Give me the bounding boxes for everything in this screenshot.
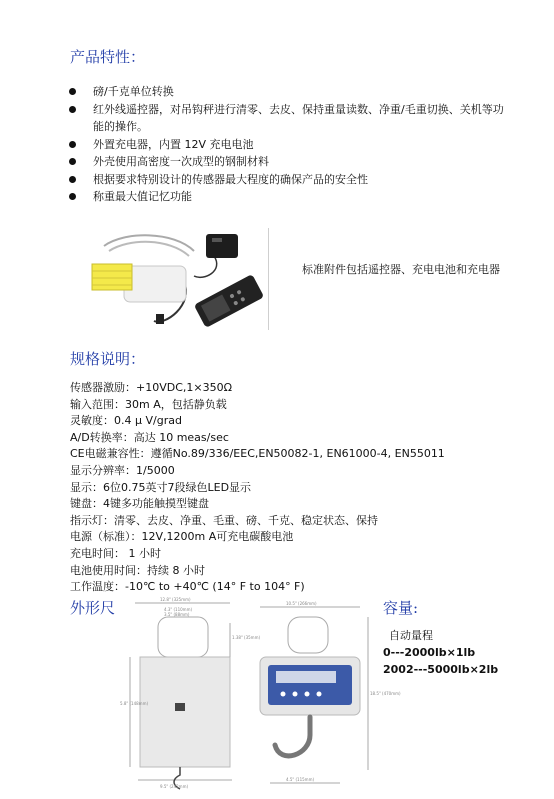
spec-row: 充电时间： 1 小时 <box>70 546 161 560</box>
accessories-note: 标准附件包括遥控器、充电电池和充电器 <box>302 263 500 276</box>
list-item: 自动量程 <box>389 629 433 642</box>
dim-label: 18.5" (470mm) <box>370 691 401 696</box>
capacity-heading: 容量: <box>383 599 419 617</box>
list-item: 称重最大值记忆功能 <box>67 188 507 206</box>
bullet-icon <box>69 158 76 165</box>
dim-label: 12.8" (325mm) <box>160 597 191 602</box>
dim-label: 4.3" (110mm) <box>164 607 193 612</box>
spec-row: 显示分辨率：1/5000 <box>70 463 175 477</box>
specs-heading: 规格说明： <box>70 350 146 368</box>
spec-row: 传感器激励：+10VDC,1×350Ω <box>70 381 233 394</box>
features-list <box>67 83 507 206</box>
features-heading: 产品特性： <box>70 48 146 66</box>
spec-row: 输入范围：30m A，包括静负载 <box>70 397 227 411</box>
spec-row: 指示灯：清零、去皮、净重、毛重、磅、千克、稳定状态、保持 <box>70 513 378 527</box>
accessories-illustration <box>84 226 274 334</box>
dim-label: 9.5" (242mm) <box>160 784 189 789</box>
spec-row: CE电磁兼容性：遵循No.89/336/EEC,EN50082-1, EN61000-4, EN55011 <box>70 447 445 461</box>
bullet-icon <box>69 193 76 200</box>
specs-list <box>70 380 540 596</box>
dim-label: 10.5" (266mm) <box>286 601 317 606</box>
bullet-icon <box>69 88 76 95</box>
list-item: 0---2000lb×1lb <box>383 646 476 659</box>
dimensions-heading: 外形尺 <box>70 599 116 617</box>
spec-row: 电池使用时间：持续 8 小时 <box>70 563 205 577</box>
spec-row: 键盘：4键多功能触摸型键盘 <box>70 497 209 511</box>
accessories-photo <box>84 226 274 334</box>
scale-drawing <box>120 595 460 790</box>
dim-label: 3.5" (88mm) <box>164 612 190 617</box>
spec-row: 电源（标准）：12V,1200m A可充电碳酸电池 <box>70 530 294 544</box>
list-item: 外壳使用高密度一次成型的钢制材料 <box>67 153 507 171</box>
list-item: 红外线遥控器，对吊钩秤进行清零、去皮、保持重量读数、净重/毛重切换、关机等功能的操作。 <box>67 101 507 136</box>
list-item: 根据要求特别设计的传感器最大程度的确保产品的安全性 <box>67 171 507 189</box>
spec-row: 灵敏度：0.4 μ V/grad <box>70 414 182 428</box>
dimension-drawing <box>120 595 460 790</box>
list-item: 外置充电器，内置 12V 充电电池 <box>67 136 507 154</box>
divider <box>268 228 269 330</box>
dim-label: 4.5" (115mm) <box>286 777 315 782</box>
spec-row: 工作温度：-10℃ to +40℃ (14° F to 104° F) <box>70 580 305 594</box>
spec-row: A/D转换率：高达 10 meas/sec <box>70 430 229 444</box>
list-item: 磅/千克单位转换 <box>67 83 507 101</box>
spec-row: 显示：6位0.75英寸7段绿色LED显示 <box>70 480 252 494</box>
dim-label: 5.8" (148mm) <box>120 701 149 706</box>
list-item: 2002---5000lb×2lb <box>383 663 499 676</box>
bullet-icon <box>69 141 76 148</box>
bullet-icon <box>69 106 76 113</box>
bullet-icon <box>69 176 76 183</box>
dim-label: 1.38" (35mm) <box>232 635 261 640</box>
